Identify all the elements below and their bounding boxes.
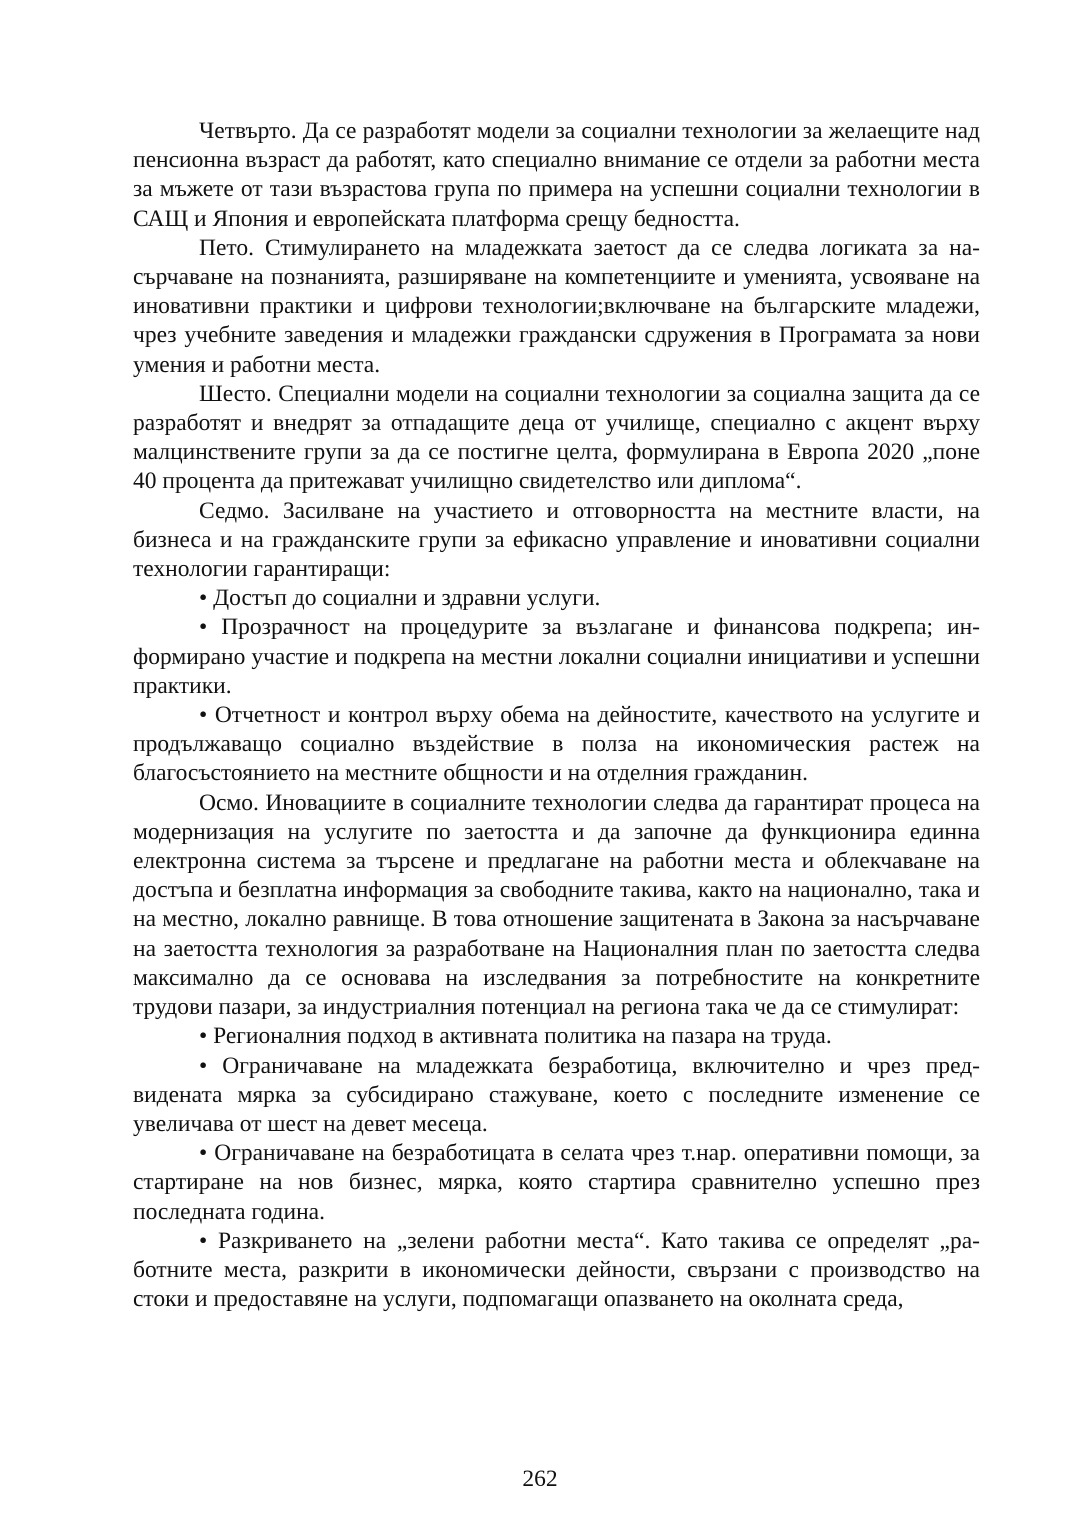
paragraph-shesto: Шесто. Специални модели на социални технологии за социална защита да се разработят и внедрят за отпадащите деца от училище, специално с акцент върху малцинствените групи за да се постигне целта, формулирана в Европа 2020 „поне 40 процента да притежават училищно свидетелство или диплома“. <box>133 380 980 495</box>
bullet-item-youth-unemployment: • Ограничаване на младежката безработица, включително и чрез предвидената мярка за субсидирано стажуване, което с последните изменение се увеличава от шест на девет месеца. <box>133 1052 980 1137</box>
bullet-item-regional: • Регионалния подход в активната политика на пазара на труда. <box>199 1023 832 1050</box>
bullet-item-transparency: • Прозрачност на процедурите за възлагане и финансова подкрепа; информирано участие и подкрепа на местни локални социални инициативи и успешни практики. <box>133 614 980 699</box>
paragraph-osmo: Осмо. Иновациите в социалните технологии следва да гарантират процеса на модернизация на услугите по заетостта и да започне да функционира единна електронна система за търсене и предлагане на работни места и облекчаване на достъпа и безплатна информация за свободните такива, както на национално, така и на местно, локално равнище. В това отношение защитената в Закона за насърчаване на заетостта технология за разработване на Националния план по заетостта следва максимално да се основава на изследвания за потребностите на конкретните трудови пазари, за индустриалния потенциал на региона така че да се стимулират: <box>133 789 980 1021</box>
page-number: 262 <box>522 1466 558 1492</box>
paragraph-peto: Пето. Стимулирането на младежката заетост да се следва логиката за насърчаване на познанията, разширяване на компетенциите и уменията, усвояване на иновативни практики и цифрови технологии;включване на българските младежи, чрез учебните заведения и младежки граждански сдружения в Програмата за нови умения и работни места. <box>133 234 980 378</box>
paragraph-chetvarto: Четвърто. Да се разработят модели за социални технологии за желаещите над пенсионна възраст да работят, като специално внимание се отдели за работни места за мъжете от тази възрастова група по примера на успешни социални технологии в САЩ и Япония и европейската платформа срещу бедността. <box>133 118 980 232</box>
paragraph-sedmo: Седмо. Засилване на участието и отговорността на местните власти, на бизнеса и на гражданските групи за ефикасно управление и иновативни социални технологии гарантиращи: <box>133 497 980 583</box>
bullet-item-access: • Достъп до социални и здравни услуги. <box>199 585 601 612</box>
page-body <box>133 117 980 1314</box>
bullet-item-green-jobs: • Разкриването на „зелени работни места“. Като такива се определят „работните места, разкрити в икономически дейности, свързани с производство на стоки и предоставяне на услуги, подпомагащи опазването на околната среда, <box>133 1227 980 1313</box>
bullet-item-accountability: • Отчетност и контрол върху обема на дейностите, качеството на услугите и продължаващо социално въздействие в полза на икономическия растеж на благосъстоянието на местните общности и на отделния гражданин. <box>133 702 980 787</box>
bullet-item-rural-unemployment: • Ограничаване на безработицата в селата чрез т.нар. оперативни помощи, за стартиране на нов бизнес, мярка, която стартира сравнително успешно през последната година. <box>133 1140 980 1225</box>
